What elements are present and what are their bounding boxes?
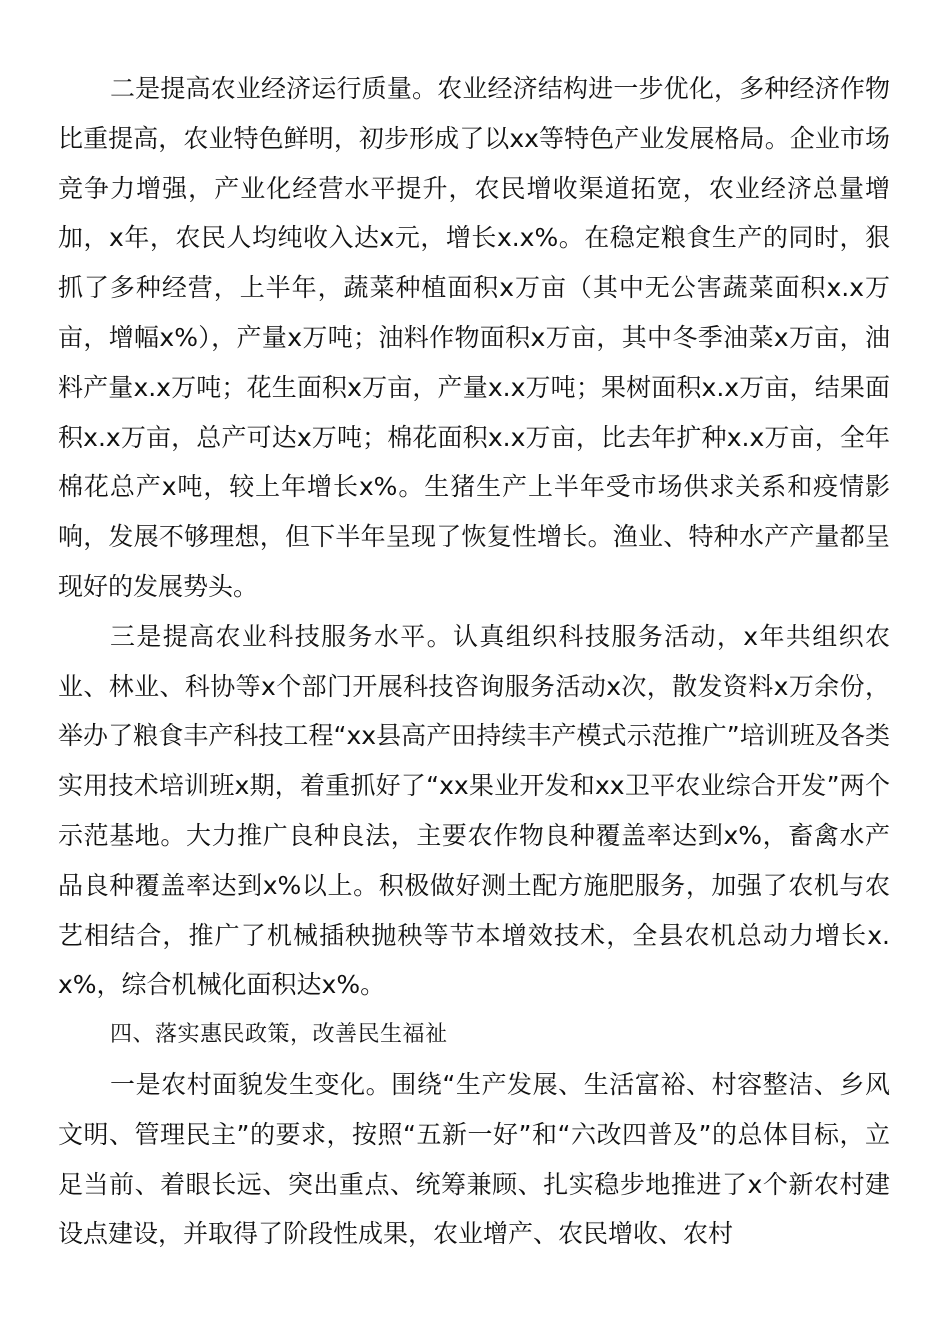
document-page [58,64,890,1259]
paragraph-agricultural-economy: 二是提高农业经济运行质量。农业经济结构进一步优化，多种经济作物比重提高，农业特色鲜明，初步形成了以xx等特色产业发展格局。企业市场竞争力增强，产业化经营水平提升，农民增收渠道拓宽，农业经济总量增加，x年，农民人均纯收入达x元，增长x.x%。在稳定粮食生产的同时，狠抓了多种经营，上半年，蔬菜种植面积x万亩（其中无公害蔬菜面积x.x万亩，增幅x%），产量x万吨；油料作物面积x万亩，其中冬季油菜x万亩，油料产量x.x万吨；花生面积x万亩，产量x.x万吨；果树面积x.x万亩，结果面积x.x万亩，总产可达x万吨；棉花面积x.x万亩，比去年扩种x.x万亩，全年棉花总产x吨，较上年增长x%。生猪生产上半年受市场供求关系和疫情影响，发展不够理想，但下半年呈现了恢复性增长。渔业、特种水产产量都呈现好的发展势头。 [58,74,890,601]
paragraph-rural-appearance: 一是农村面貌发生变化。围绕“生产发展、生活富裕、村容整洁、乡风文明、管理民主”的要求，按照“五新一好”和“六改四普及”的总体目标，立足当前、着眼长远、突出重点、统筹兼顾、扎实稳步地推进了x个新农村建设点建设，并取得了阶段性成果，农业增产、农民增收、农村 [58,1069,890,1249]
section-heading-livelihood: 四、落实惠民政策，改善民生福祉 [110,1022,448,1048]
paragraph-agricultural-technology: 三是提高农业科技服务水平。认真组织科技服务活动，x年共组织农业、林业、科协等x个部门开展科技咨询服务活动x次，散发资料x万余份，举办了粮食丰产科技工程“xx县高产田持续丰产模式示范推广”培训班及各类实用技术培训班x期，着重抓好了“xx果业开发和xx卫平农业综合开发”两个示范基地。大力推广良种良法，主要农作物良种覆盖率达到x%，畜禽水产品良种覆盖率达到x%以上。积极做好测土配方施肥服务，加强了农机与农艺相结合，推广了机械插秧抛秧等节本增效技术，全县农机总动力增长x.x%，综合机械化面积达x%。 [58,621,890,1000]
